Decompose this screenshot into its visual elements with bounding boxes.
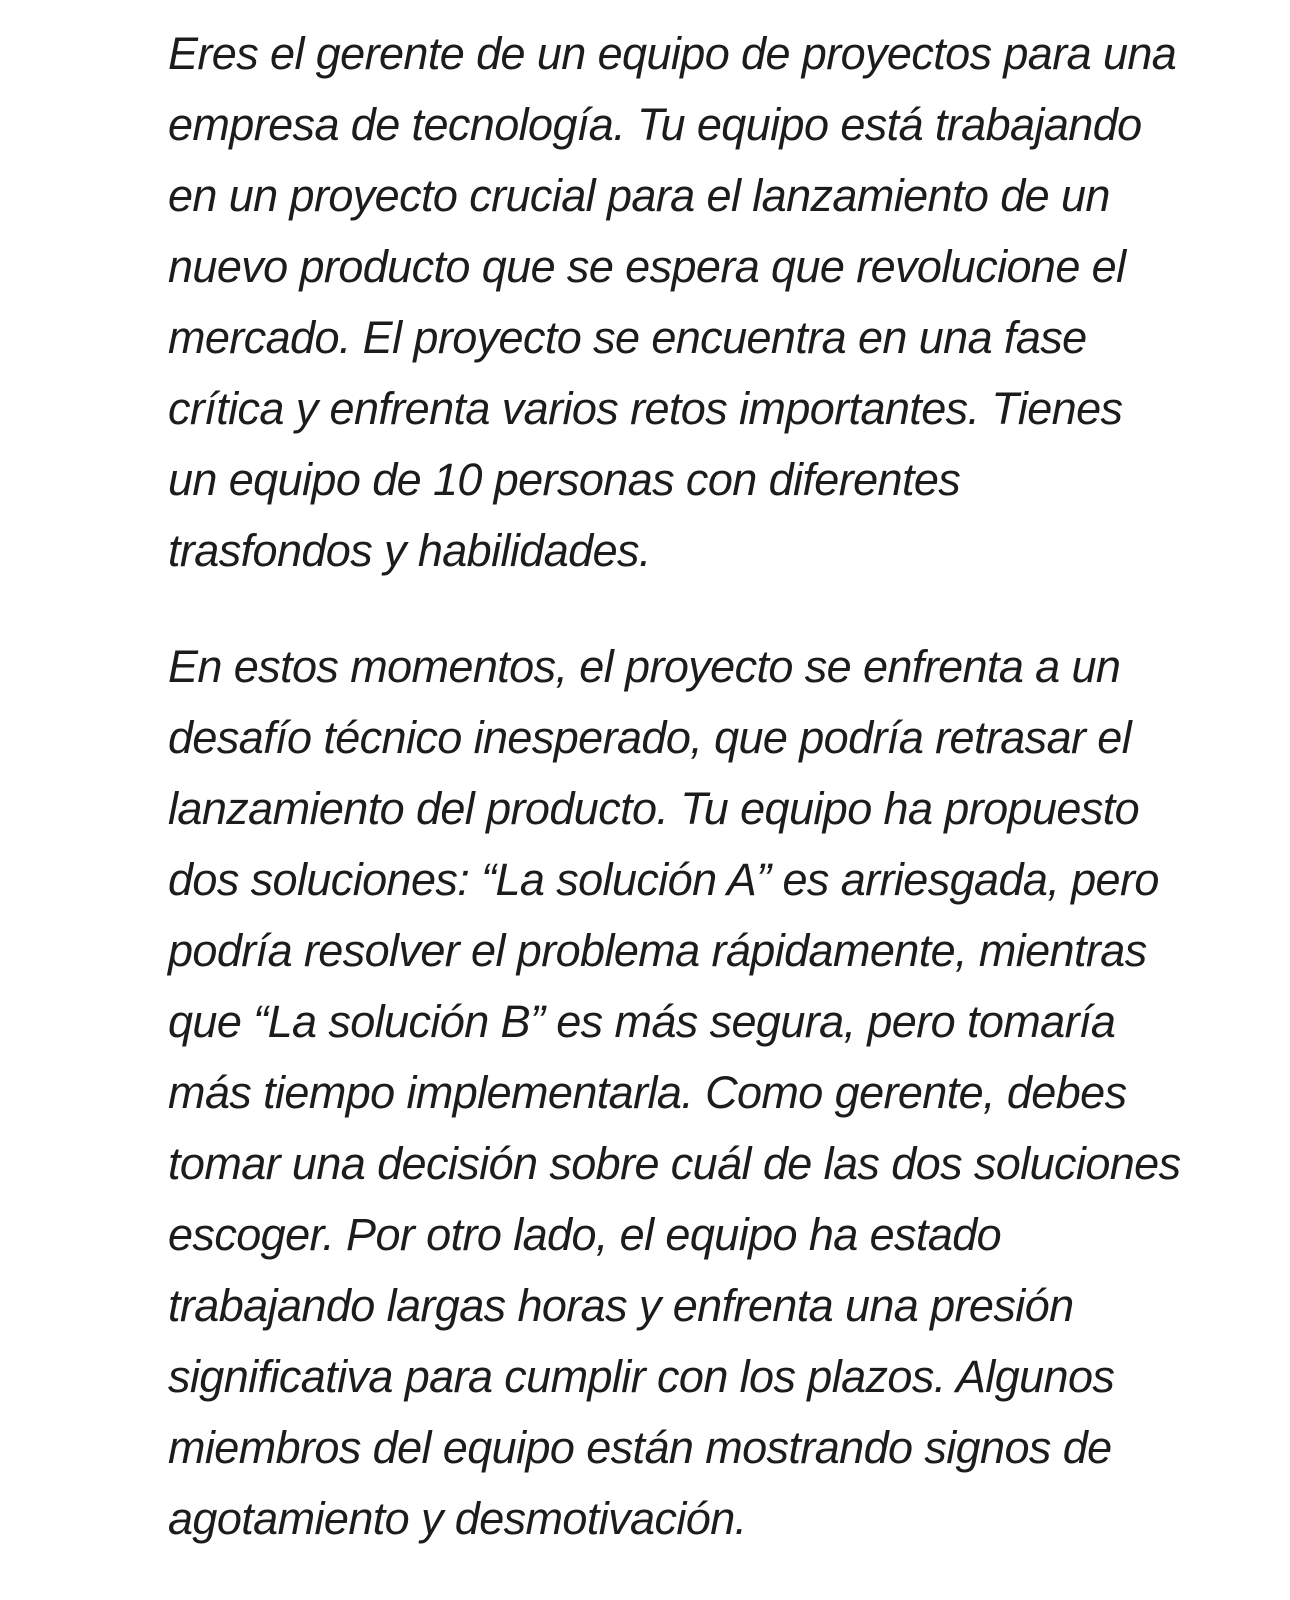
text-line: mercado. El proyecto se encuentra en una fase [168, 312, 1087, 363]
text-line: miembros del equipo están mostrando signos de [168, 1422, 1112, 1473]
paragraph-scenario [168, 18, 1268, 586]
text-line: tomar una decisión sobre cuál de las dos soluciones [168, 1138, 1181, 1189]
text-line: trasfondos y habilidades. [168, 525, 651, 576]
text-line: En estos momentos, el proyecto se enfrenta a un [168, 641, 1121, 692]
text-line: trabajando largas horas y enfrenta una presión [168, 1280, 1074, 1331]
text-line: escoger. Por otro lado, el equipo ha estado [168, 1209, 1002, 1260]
text-line: crítica y enfrenta varios retos importantes. Tienes [168, 383, 1123, 434]
paragraph-challenge [168, 631, 1268, 1554]
text-line: nuevo producto que se espera que revolucione el [168, 241, 1126, 292]
text-line: Eres el gerente de un equipo de proyectos para una [168, 28, 1177, 79]
text-line: un equipo de 10 personas con diferentes [168, 454, 961, 505]
text-line: empresa de tecnología. Tu equipo está trabajando [168, 99, 1142, 150]
text-line: desafío técnico inesperado, que podría retrasar el [168, 712, 1132, 763]
text-line: más tiempo implementarla. Como gerente, debes [168, 1067, 1127, 1118]
text-line: que “La solución B” es más segura, pero tomaría [168, 996, 1116, 1047]
article-body [168, 18, 1268, 1554]
text-line: podría resolver el problema rápidamente, mientras [168, 925, 1147, 976]
text-line: agotamiento y desmotivación. [168, 1493, 747, 1544]
text-line: en un proyecto crucial para el lanzamiento de un [168, 170, 1110, 221]
text-line: lanzamiento del producto. Tu equipo ha propuesto [168, 783, 1140, 834]
text-line: significativa para cumplir con los plazos. Algunos [168, 1351, 1115, 1402]
text-line: dos soluciones: “La solución A” es arriesgada, pero [168, 854, 1159, 905]
